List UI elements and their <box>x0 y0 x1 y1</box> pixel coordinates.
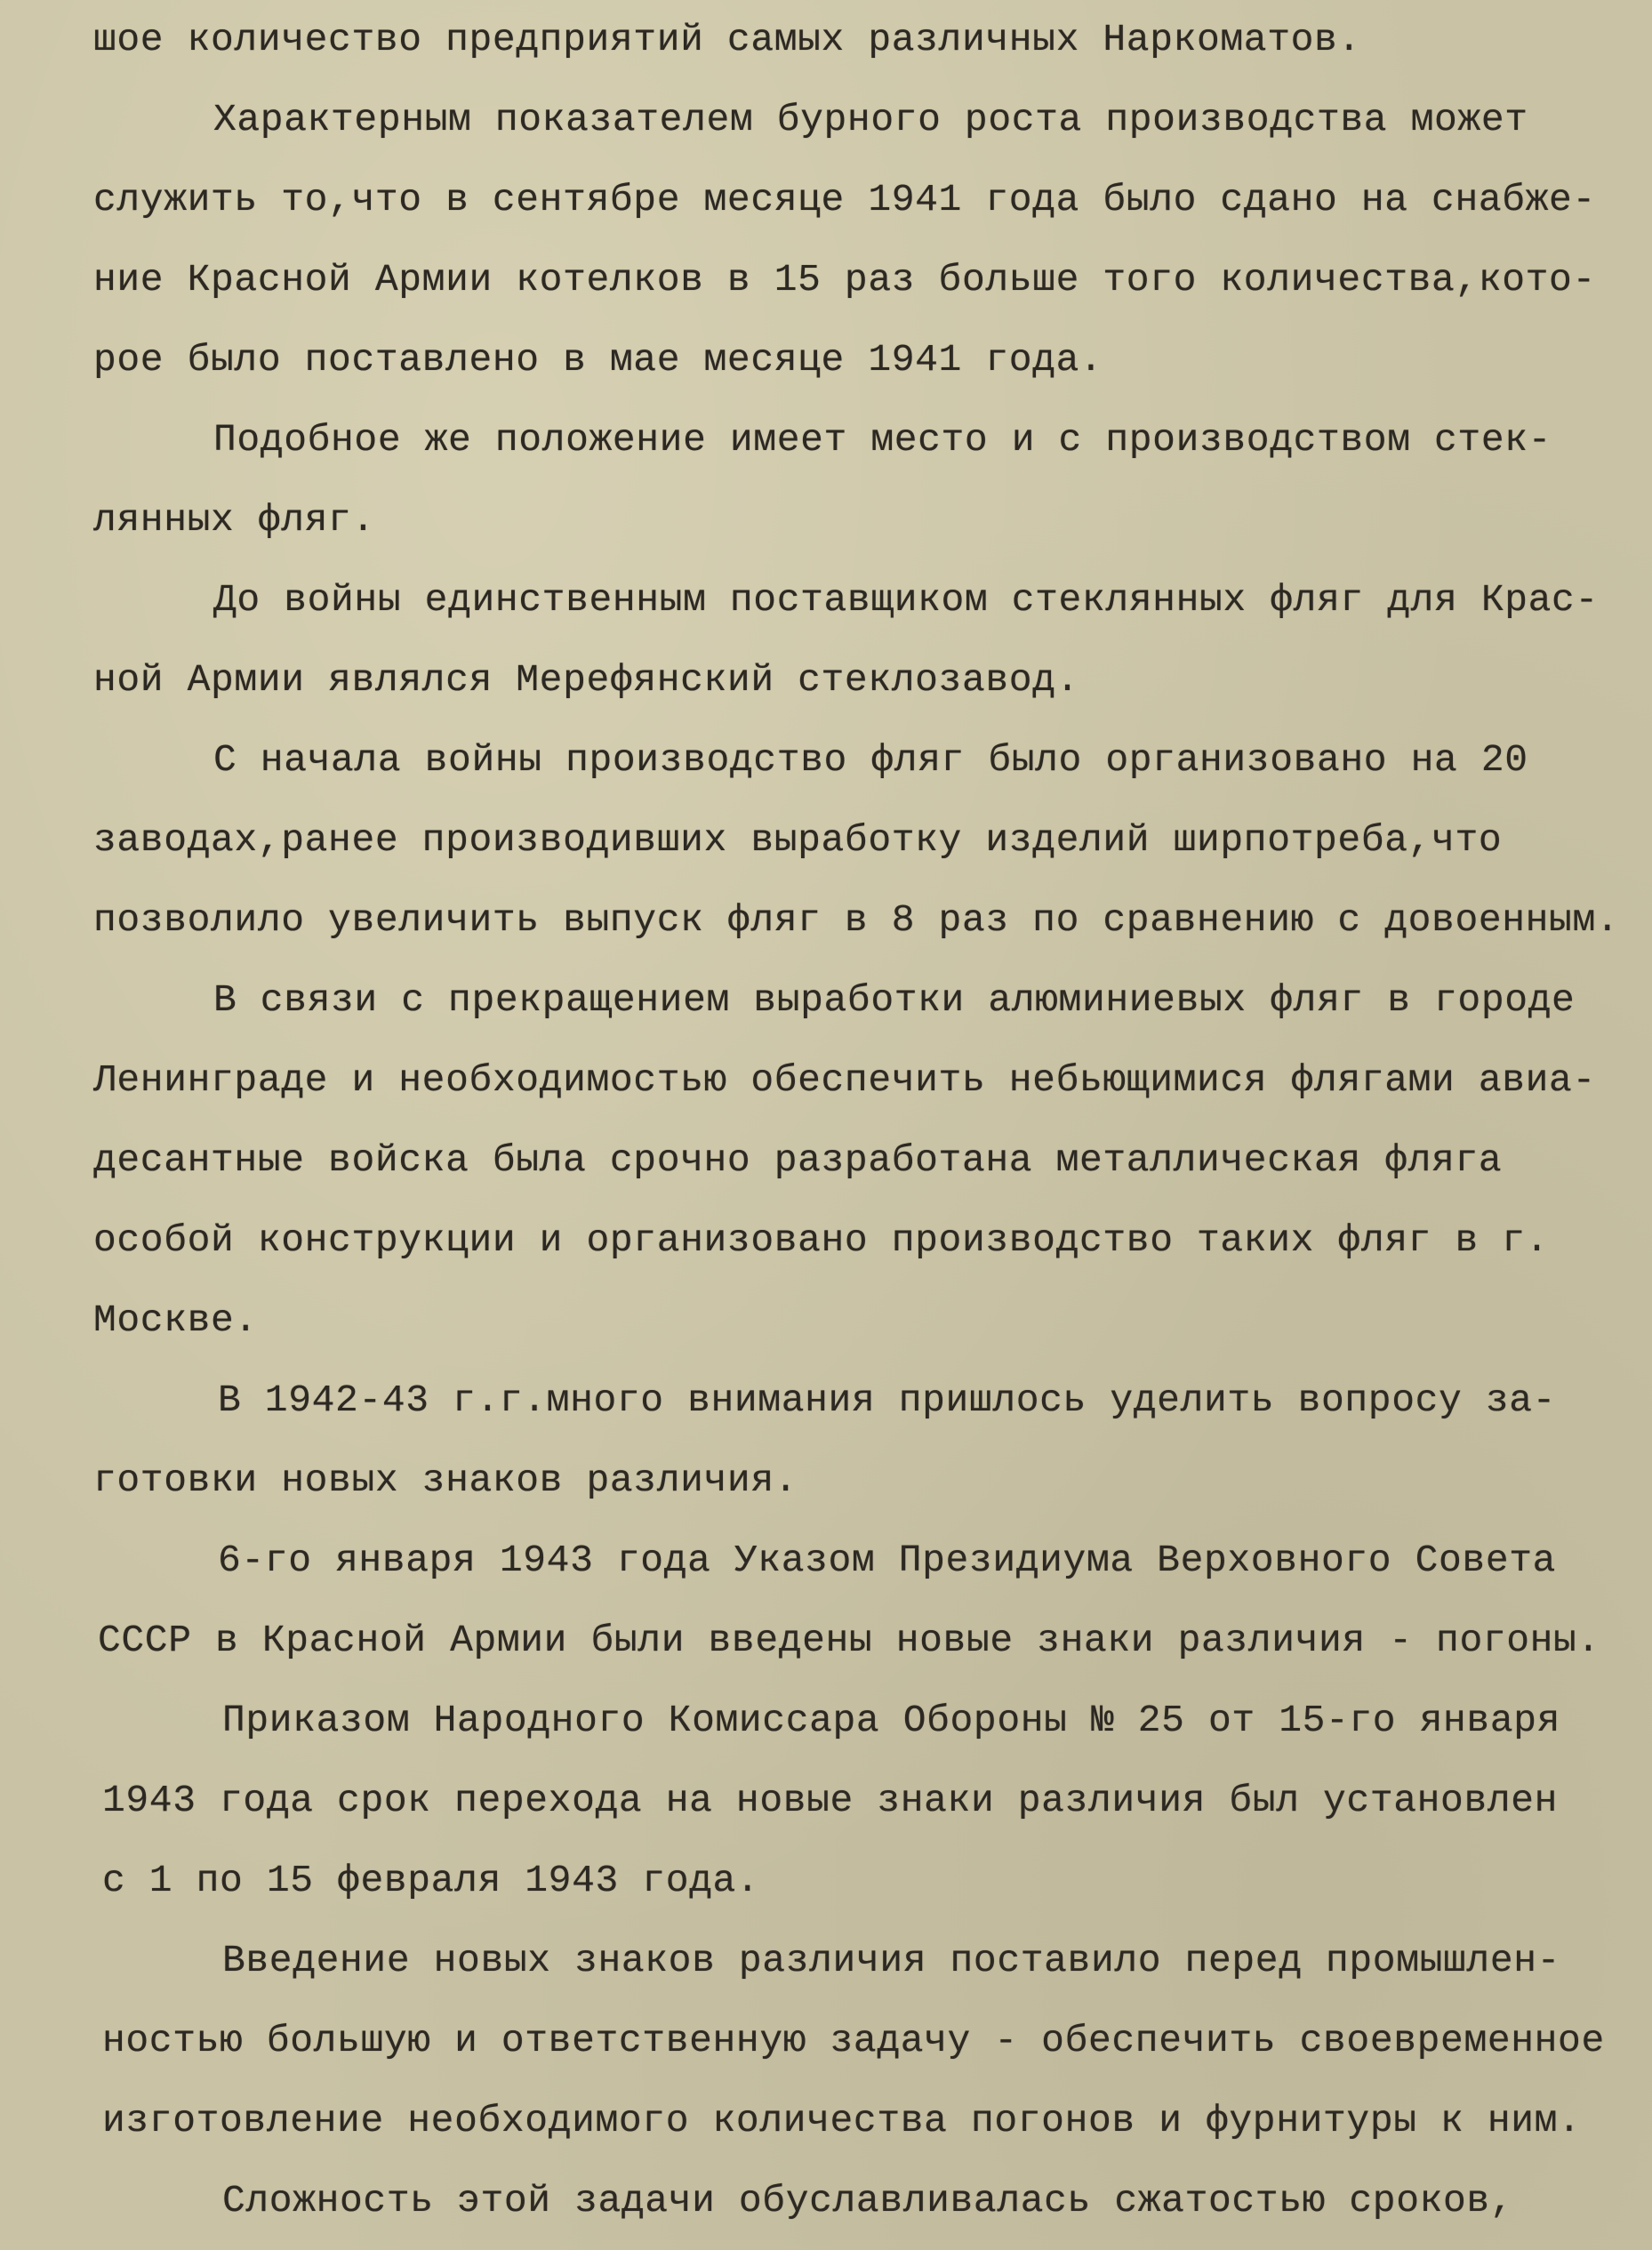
text-line-2: Характерным показателем бурного роста производства может <box>213 98 1528 141</box>
text-line-3: служить то,что в сентябре месяце 1941 года было сдано на снабже- <box>93 178 1596 221</box>
text-line-11: заводах,ранее производивших выработку изделий ширпотреба,что <box>93 818 1503 862</box>
text-line-12: позволило увеличить выпуск фляг в 8 раз по сравнению с довоенным. <box>93 898 1620 942</box>
text-line-8: До войны единственным поставщиком стеклянных фляг для Крас- <box>213 578 1599 622</box>
text-line-14: Ленинграде и необходимостью обеспечить небьющимися флягами авиа- <box>93 1058 1596 1102</box>
text-line-25: Введение новых знаков различия поставило перед промышлен- <box>222 1939 1561 1982</box>
text-line-13: В связи с прекращением выработки алюминиевых фляг в городе <box>213 978 1576 1022</box>
text-line-6: Подобное же положение имеет место и с производством стек- <box>213 418 1552 462</box>
text-line-5: рое было поставлено в мае месяце 1941 года. <box>93 338 1103 382</box>
text-line-19: готовки новых знаков различия. <box>93 1458 798 1502</box>
text-line-26: ностью большую и ответственную задачу - обеспечить своевременное <box>102 2019 1605 2062</box>
text-line-18: В 1942-43 г.г.много внимания пришлось уделить вопросу за- <box>218 1378 1557 1422</box>
text-line-7: лянных фляг. <box>93 498 375 542</box>
text-line-4: ние Красной Армии котелков в 15 раз больше того количества,кото- <box>93 258 1596 301</box>
text-line-15: десантные войска была срочно разработана металлическая фляга <box>93 1138 1503 1182</box>
text-line-27: изготовление необходимого количества погонов и фурнитуры к ним. <box>102 2099 1582 2142</box>
text-line-21: СССР в Красной Армии были введены новые знаки различия - погоны. <box>98 1619 1600 1662</box>
text-line-17: Москве. <box>93 1298 258 1342</box>
text-line-1: шое количество предприятий самых различных Наркоматов. <box>93 18 1361 61</box>
text-line-22: Приказом Народного Комиссара Обороны № 25 от 15-го января <box>222 1699 1561 1742</box>
text-line-16: особой конструкции и организовано производство таких фляг в г. <box>93 1218 1550 1262</box>
text-line-20: 6-го января 1943 года Указом Президиума Верховного Совета <box>218 1539 1557 1582</box>
text-line-23: 1943 года срок перехода на новые знаки различия был установлен <box>102 1779 1559 1822</box>
text-line-10: С начала войны производство фляг было организовано на 20 <box>213 738 1528 782</box>
text-line-9: ной Армии являлся Мерефянский стеклозавод. <box>93 658 1079 702</box>
text-line-28: Сложность этой задачи обуславливалась сжатостью сроков, <box>222 2179 1514 2222</box>
text-line-24: с 1 по 15 февраля 1943 года. <box>102 1859 760 1902</box>
